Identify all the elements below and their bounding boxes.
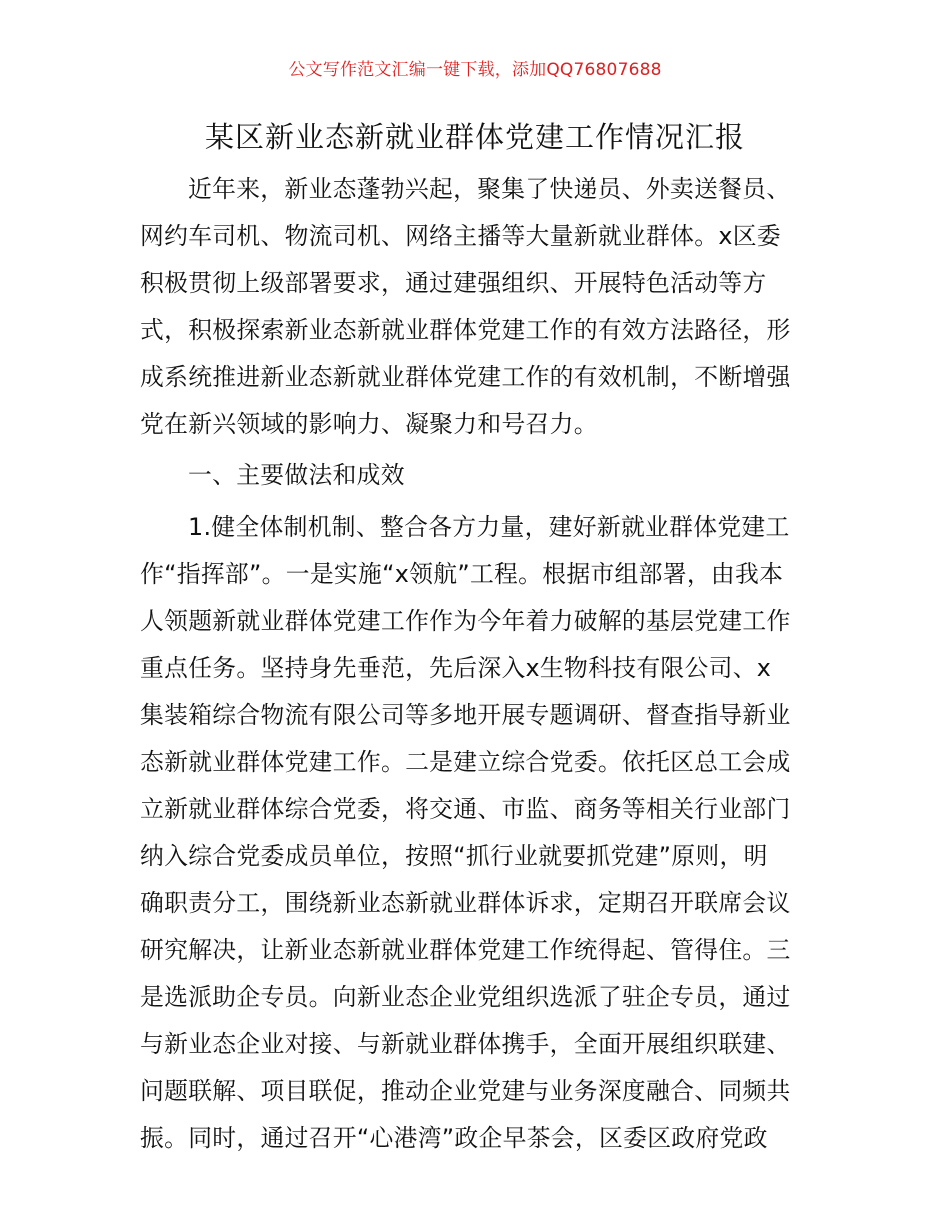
section-heading: 一、主要做法和成效 — [188, 461, 405, 489]
paragraph-line: 积极贯彻上级部署要求，通过建强组织、开展特色活动等方 — [140, 269, 767, 297]
paragraph-line: 近年来，新业态蓬勃兴起，聚集了快递员、外卖送餐员、 — [188, 175, 791, 203]
paragraph-line: 确职责分工，围绕新业态新就业群体诉求，定期召开联席会议 — [140, 889, 791, 917]
paragraph-line: 问题联解、项目联促，推动企业党建与业务深度融合、同频共 — [140, 1077, 791, 1105]
paragraph-line: 1.健全体制机制、整合各方力量，建好新就业群体党建工 — [188, 513, 790, 541]
paragraph-line: 作“指挥部”。一是实施“x领航”工程。根据市组部署，由我本 — [140, 560, 784, 588]
paragraph-line: 党在新兴领域的影响力、凝聚力和号召力。 — [140, 410, 598, 438]
document-title: 某区新业态新就业群体党建工作情况汇报 — [204, 120, 745, 154]
paragraph-line: 立新就业群体综合党委，将交通、市监、商务等相关行业部门 — [140, 795, 791, 823]
paragraph-line: 重点任务。坚持身先垂范，先后深入x生物科技有限公司、x — [140, 654, 772, 682]
paragraph-line: 人领题新就业群体党建工作作为今年着力破解的基层党建工作 — [140, 607, 791, 635]
paragraph-line: 成系统推进新业态新就业群体党建工作的有效机制，不断增强 — [140, 363, 791, 391]
paragraph-line: 是选派助企专员。向新业态企业党组织选派了驻企专员，通过 — [140, 983, 791, 1011]
paragraph-line: 集装箱综合物流有限公司等多地开展专题调研、督查指导新业 — [140, 701, 791, 729]
promo-header[interactable]: 公文写作范文汇编一键下载，添加QQ76807688 — [288, 60, 662, 80]
paragraph-line: 与新业态企业对接、与新就业群体携手，全面开展组织联建、 — [140, 1030, 791, 1058]
paragraph-line: 式，积极探索新业态新就业群体党建工作的有效方法路径，形 — [140, 316, 791, 344]
paragraph-line: 态新就业群体党建工作。二是建立综合党委。依托区总工会成 — [140, 748, 791, 776]
paragraph-line: 纳入综合党委成员单位，按照“抓行业就要抓党建”原则，明 — [140, 842, 768, 870]
paragraph-line: 振。同时，通过召开“心港湾”政企早茶会，区委区政府党政 — [140, 1124, 768, 1152]
paragraph-line: 网约车司机、物流司机、网络主播等大量新就业群体。x区委 — [140, 222, 781, 250]
paragraph-line: 研究解决，让新业态新就业群体党建工作统得起、管得住。三 — [140, 936, 791, 964]
